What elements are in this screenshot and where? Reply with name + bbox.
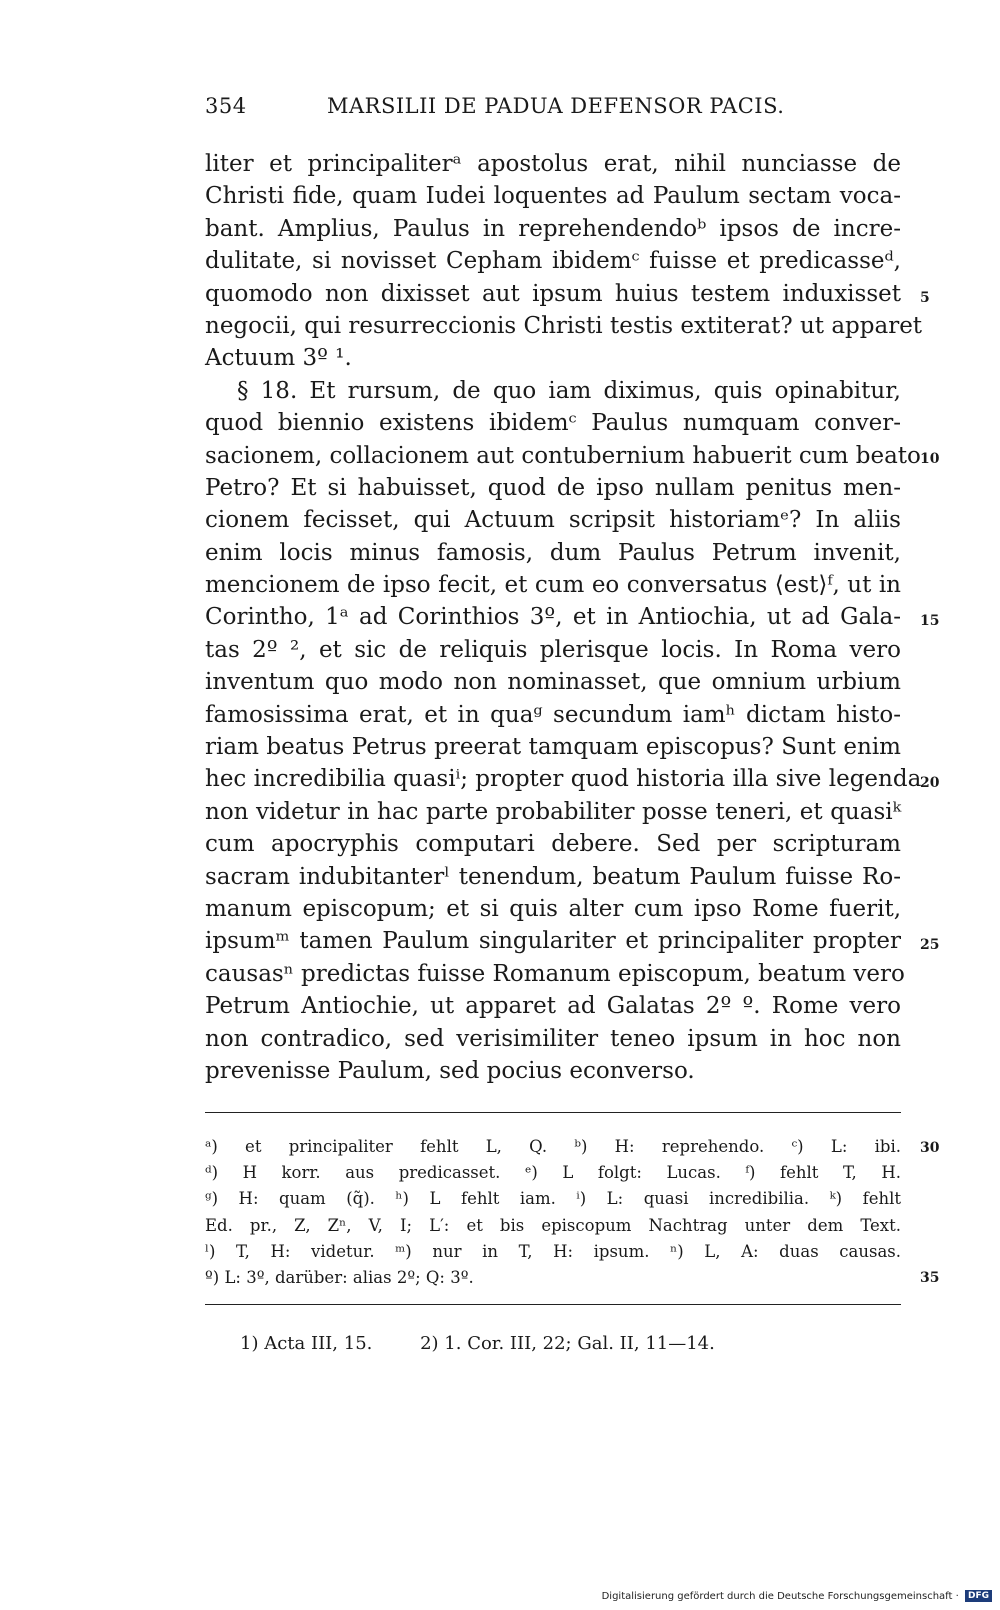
main-text <box>205 148 923 1087</box>
margin-line-number: 20 <box>920 775 940 791</box>
text-line: Corintho, 1ᵃ ad Corinthios 3º, et in Antiochia, ut ad Gala- <box>205 604 901 631</box>
margin-line-number: 10 <box>920 451 940 467</box>
text-line: quod biennio existens ibidemᶜ Paulus numquam conver- <box>205 410 901 437</box>
text-line: tas 2º ², et sic de reliquis plerisque locis. In Roma vero <box>205 636 901 663</box>
apparatus-line: ᵃ) et principaliter fehlt L, Q. ᵇ) H: reprehendo. ᶜ) L: ibi. <box>205 1137 901 1156</box>
text-line: riam beatus Petrus preerat tamquam episcopus? Sunt enim <box>205 734 901 761</box>
text-line: quomodo non dixisset aut ipsum huius testem induxisset <box>205 280 901 307</box>
text-line: bant. Amplius, Paulus in reprehendendoᵇ ipsos de incre- <box>205 215 901 242</box>
text-line: hec incredibilia quasiⁱ; propter quod historia illa sive legenda <box>205 766 922 793</box>
text-line: manum episcopum; et si quis alter cum ipso Rome fuerit, <box>205 895 901 922</box>
apparatus-line: Ed. pr., Z, Zⁿ, V, I; L′: et bis episcopum Nachtrag unter dem Text. <box>205 1215 901 1235</box>
critical-apparatus <box>205 1134 901 1291</box>
text-line: negocii, qui resurreccionis Christi testis extiterat? ut apparet <box>205 312 923 339</box>
text-line: prevenisse Paulum, sed pocius econverso. <box>205 1057 695 1084</box>
text-line: mencionem de ipso fecit, et cum eo conversatus ⟨est⟩ᶠ, ut in <box>205 572 901 599</box>
margin-line-number: 35 <box>920 1270 940 1286</box>
section-start-line: § 18. Et rursum, de quo iam diximus, quis opinabitur, <box>237 377 901 404</box>
running-title: MARSILII DE PADUA DEFENSOR PACIS. <box>327 94 785 118</box>
dfg-logo: DFG <box>965 1590 992 1602</box>
apparatus-line: ˡ) T, H: videtur. ᵐ) nur in T, H: ipsum. ⁿ) L, A: duas causas. <box>205 1241 901 1261</box>
text-line: cum apocryphis computari debere. Sed per scripturam <box>205 831 901 858</box>
text-line: sacram indubitanterˡ tenendum, beatum Paulum fuisse Ro- <box>205 863 901 890</box>
footnote: 1) Acta III, 15. <box>240 1333 373 1354</box>
text-line: dulitate, si novisset Cepham ibidemᶜ fuisse et predicasseᵈ, <box>205 248 901 275</box>
text-line: non contradico, sed verisimiliter teneo ipsum in hoc non <box>205 1025 901 1052</box>
footnote-divider <box>205 1304 901 1305</box>
text-line: famosissima erat, et in quaᵍ secundum iamʰ dictam histo- <box>205 701 901 728</box>
text-line: liter et principaliterᵃ apostolus erat, nihil nunciasse de <box>205 151 901 177</box>
margin-line-number: 25 <box>920 937 940 953</box>
apparatus-divider <box>205 1112 901 1113</box>
text-line: Christi fide, quam Iudei loquentes ad Paulum sectam voca- <box>205 183 901 210</box>
footnotes <box>240 1333 900 1354</box>
text-line: sacionem, collacionem aut contubernium habuerit cum beato <box>205 442 921 469</box>
text-line: cionem fecisset, qui Actuum scripsit historiamᵉ? In aliis <box>205 507 901 534</box>
apparatus-line: º) L: 3º, darüber: alias 2º; Q: 3º. <box>205 1267 474 1287</box>
text-line: Petrum Antiochie, ut apparet ad Galatas 2º º. Rome vero <box>205 993 901 1020</box>
text-line: causasⁿ predictas fuisse Romanum episcopum, beatum vero <box>205 960 905 987</box>
margin-line-number: 5 <box>920 290 930 306</box>
page-number: 354 <box>205 94 247 118</box>
apparatus-line: ᵍ) H: quam (q̃). ʰ) L fehlt iam. ⁱ) L: quasi incredibilia. ᵏ) fehlt <box>205 1189 901 1209</box>
text-line: ipsumᵐ tamen Paulum singulariter et principaliter propter <box>205 928 901 955</box>
margin-line-number: 15 <box>920 613 940 629</box>
credit-text: Digitalisierung gefördert durch die Deutsche Forschungsgemeinschaft · <box>601 1591 959 1602</box>
footnote: 2) 1. Cor. III, 22; Gal. II, 11—14. <box>420 1333 715 1354</box>
digitization-credit <box>602 1590 992 1602</box>
text-line: enim locis minus famosis, dum Paulus Petrum invenit, <box>205 539 901 566</box>
text-line: non videtur in hac parte probabiliter posse teneri, et quasiᵏ <box>205 798 901 825</box>
text-line: Petro? Et si habuisset, quod de ipso nullam penitus men- <box>205 474 901 501</box>
apparatus-line: ᵈ) H korr. aus predicasset. ᵉ) L folgt: Lucas. ᶠ) fehlt T, H. <box>205 1163 901 1183</box>
margin-line-number: 30 <box>920 1140 940 1156</box>
text-line: inventum quo modo non nominasset, que omnium urbium <box>205 669 901 696</box>
text-line: Actuum 3º ¹. <box>205 345 352 372</box>
